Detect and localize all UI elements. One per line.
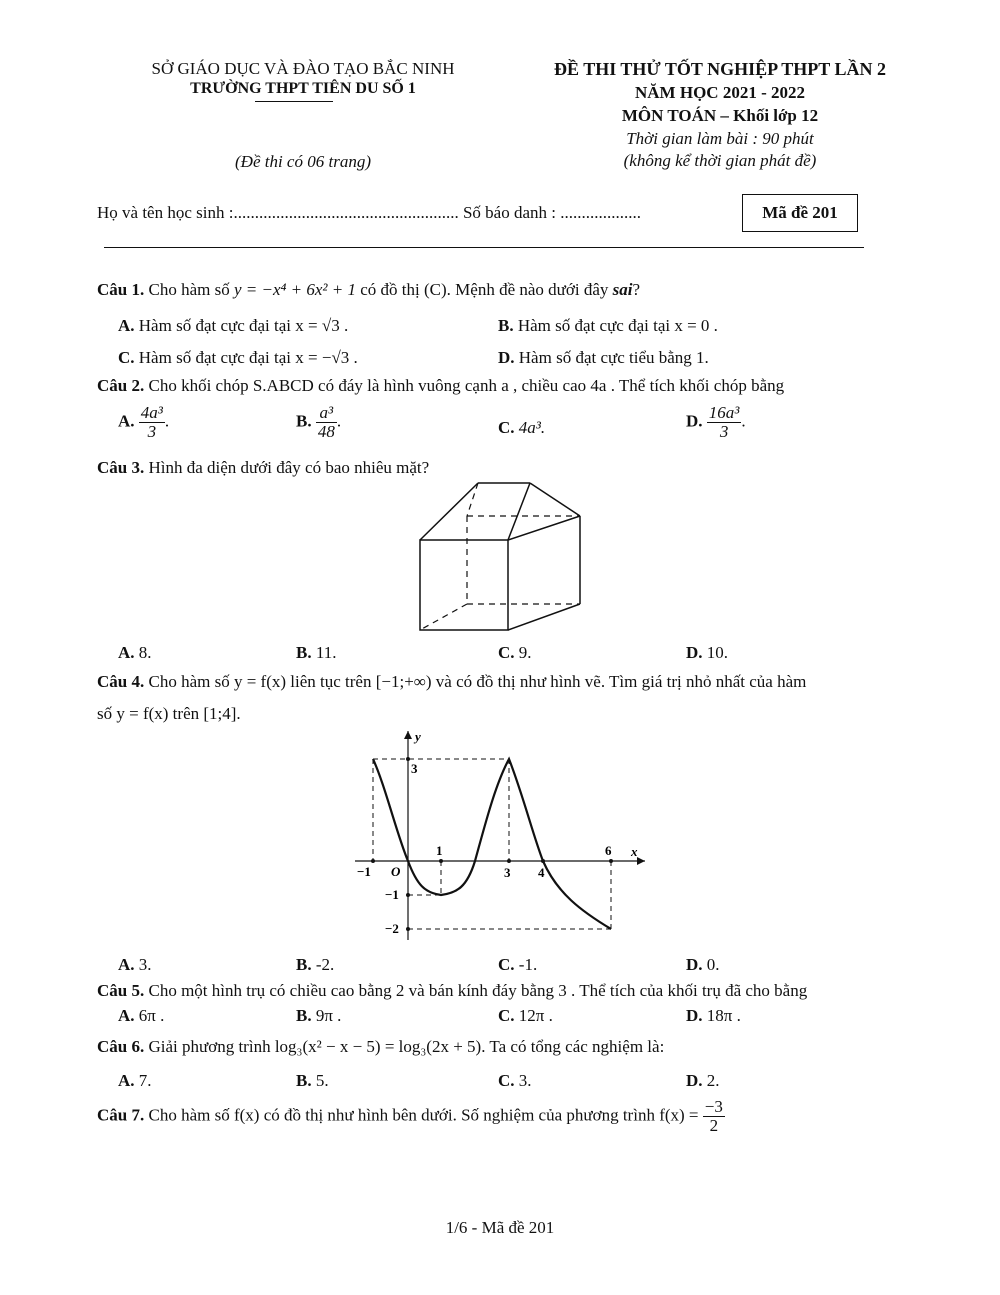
tick-point (609, 859, 613, 863)
option-d: D. Hàm số đạt cực tiểu bằng 1. (498, 348, 709, 367)
option-b: B. $\frac{\text{a³}}{48}$ . (296, 403, 342, 441)
emphasis-word: sai (612, 280, 633, 299)
option-c: C. -1. (498, 955, 538, 974)
option-b: B. -2. (296, 955, 335, 974)
x-tick-label: 4 (538, 865, 545, 880)
tick-point (439, 859, 443, 863)
question-4-cont: số y = f(x) trên [1;4]. (97, 704, 241, 723)
school-name: TRƯỜNG THPT TIÊN DU SỐ 1 (190, 80, 416, 97)
tick-point (541, 859, 545, 863)
option-b: B. Hàm số đạt cực đại tại x = 0 . (498, 316, 718, 335)
question-4: Câu 4. Cho hàm số y = f(x) liên tục trên [−1;+∞) và có đồ thị như hình vẽ. Tìm giá trị nhỏ nhất của hàm (97, 672, 807, 691)
option-d: D. $\frac{\text{16a³}}{3}$ . (686, 403, 746, 441)
question-7: Câu 7. Cho hàm số f(x) có đồ thị như hình bên dưới. Số nghiệm của phương trình f(x) = $\frac{-3}{2}$ (97, 1097, 723, 1135)
option-b: B. 11. (296, 643, 337, 662)
option-a: A. $\frac{\text{4a³}}{3}$ . (118, 403, 170, 441)
option-b: B. 5. (296, 1071, 329, 1090)
function-expression: y = −x⁴ + 6x² + 1 (233, 280, 356, 299)
y-tick-label: 3 (411, 761, 418, 776)
student-info-line: Họ và tên học sinh :..................................................... Số báo danh : ................... (97, 203, 641, 222)
question-text: Cho hàm số (148, 280, 230, 299)
question-6: Câu 6. Giải phương trình log₃(x² − x − 5) = log₃(2x + 5). Ta có tổng các nghiệm là: (97, 1037, 665, 1056)
option-c: C. Hàm số đạt cực đại tại x = −√3 . (118, 348, 358, 367)
y-tick-label: −2 (385, 921, 399, 936)
page-footer: 1/6 - Mã đề 201 (445, 1218, 555, 1237)
tick-point (406, 893, 410, 897)
option-a: A. 3. (118, 955, 152, 974)
school-year: NĂM HỌC 2021 - 2022 (635, 83, 805, 102)
tick-point (406, 927, 410, 931)
hidden-edge (420, 604, 467, 630)
function-graph (345, 725, 655, 950)
exam-title: ĐỀ THI THỬ TỐT NGHIỆP THPT LẦN 2 (554, 59, 886, 79)
edge (530, 483, 580, 516)
x-axis-label: x (631, 844, 638, 859)
x-tick-label: −1 (357, 864, 371, 879)
header-divider (104, 247, 864, 248)
edge (508, 483, 530, 540)
tick-point (507, 859, 511, 863)
school-underline (255, 101, 333, 102)
y-tick-label: −1 (385, 887, 399, 902)
x-axis-arrow (637, 857, 645, 865)
polyhedron-figure (410, 478, 590, 638)
origin-label: O (391, 864, 401, 879)
subject: MÔN TOÁN – Khối lớp 12 (621, 106, 819, 125)
y-axis-arrow (404, 731, 412, 739)
log-equation: log₃(x² − x − 5) = log₃(2x + 5) (274, 1037, 482, 1056)
edge (508, 604, 580, 630)
question-1: Câu 1. Cho hàm số y = −x⁴ + 6x² + 1 có đồ thị (C). Mệnh đề nào dưới đây sai? (97, 280, 641, 299)
option-b: B. 9π . (296, 1006, 342, 1025)
y-axis-label: y (415, 729, 421, 744)
x-tick-label: 3 (504, 865, 511, 880)
question-5: Câu 5. Cho một hình trụ có chiều cao bằng 2 và bán kính đáy bằng 3 . Thể tích của khối trụ đã cho bằng (97, 981, 808, 1000)
x-tick-label: 6 (605, 843, 612, 858)
question-label: Câu 1. (97, 280, 145, 299)
x-tick-label: 1 (436, 843, 443, 858)
question-text: có đồ thị (C). Mệnh đề nào dưới đây (360, 280, 609, 299)
option-d: D. 0. (686, 955, 720, 974)
tick-point (371, 859, 375, 863)
front-face (420, 540, 508, 630)
option-c: C. 4a³. (498, 418, 546, 437)
pages-note: (Đề thi có 06 trang) (235, 152, 371, 171)
option-a: A. 8. (118, 643, 152, 662)
option-d: D. 2. (686, 1071, 720, 1090)
exam-time-note: (không kể thời gian phát đề) (623, 151, 817, 170)
exam-time: Thời gian làm bài : 90 phút (626, 129, 814, 148)
function-curve (373, 759, 611, 929)
option-d: D. 18π . (686, 1006, 741, 1025)
option-a: A. 7. (118, 1071, 152, 1090)
option-d: D. 10. (686, 643, 729, 662)
option-c: C. 9. (498, 643, 532, 662)
edge (420, 483, 478, 540)
option-c: C. 3. (498, 1071, 532, 1090)
tick-point (406, 757, 410, 761)
department-name: SỞ GIÁO DỤC VÀ ĐÀO TẠO BẮC NINH (151, 59, 455, 78)
option-a: A. Hàm số đạt cực đại tại x = √3 . (118, 316, 349, 335)
option-a: A. 6π . (118, 1006, 165, 1025)
question-3: Câu 3. Hình đa diện dưới đây có bao nhiêu mặt? (97, 458, 430, 477)
edge (508, 516, 580, 540)
exam-code-box: Mã đề 201 (742, 194, 858, 232)
option-c: C. 12π . (498, 1006, 553, 1025)
question-2: Câu 2. Cho khối chóp S.ABCD có đáy là hình vuông cạnh a , chiều cao 4a . Thể tích khối chóp bằng (97, 376, 785, 395)
